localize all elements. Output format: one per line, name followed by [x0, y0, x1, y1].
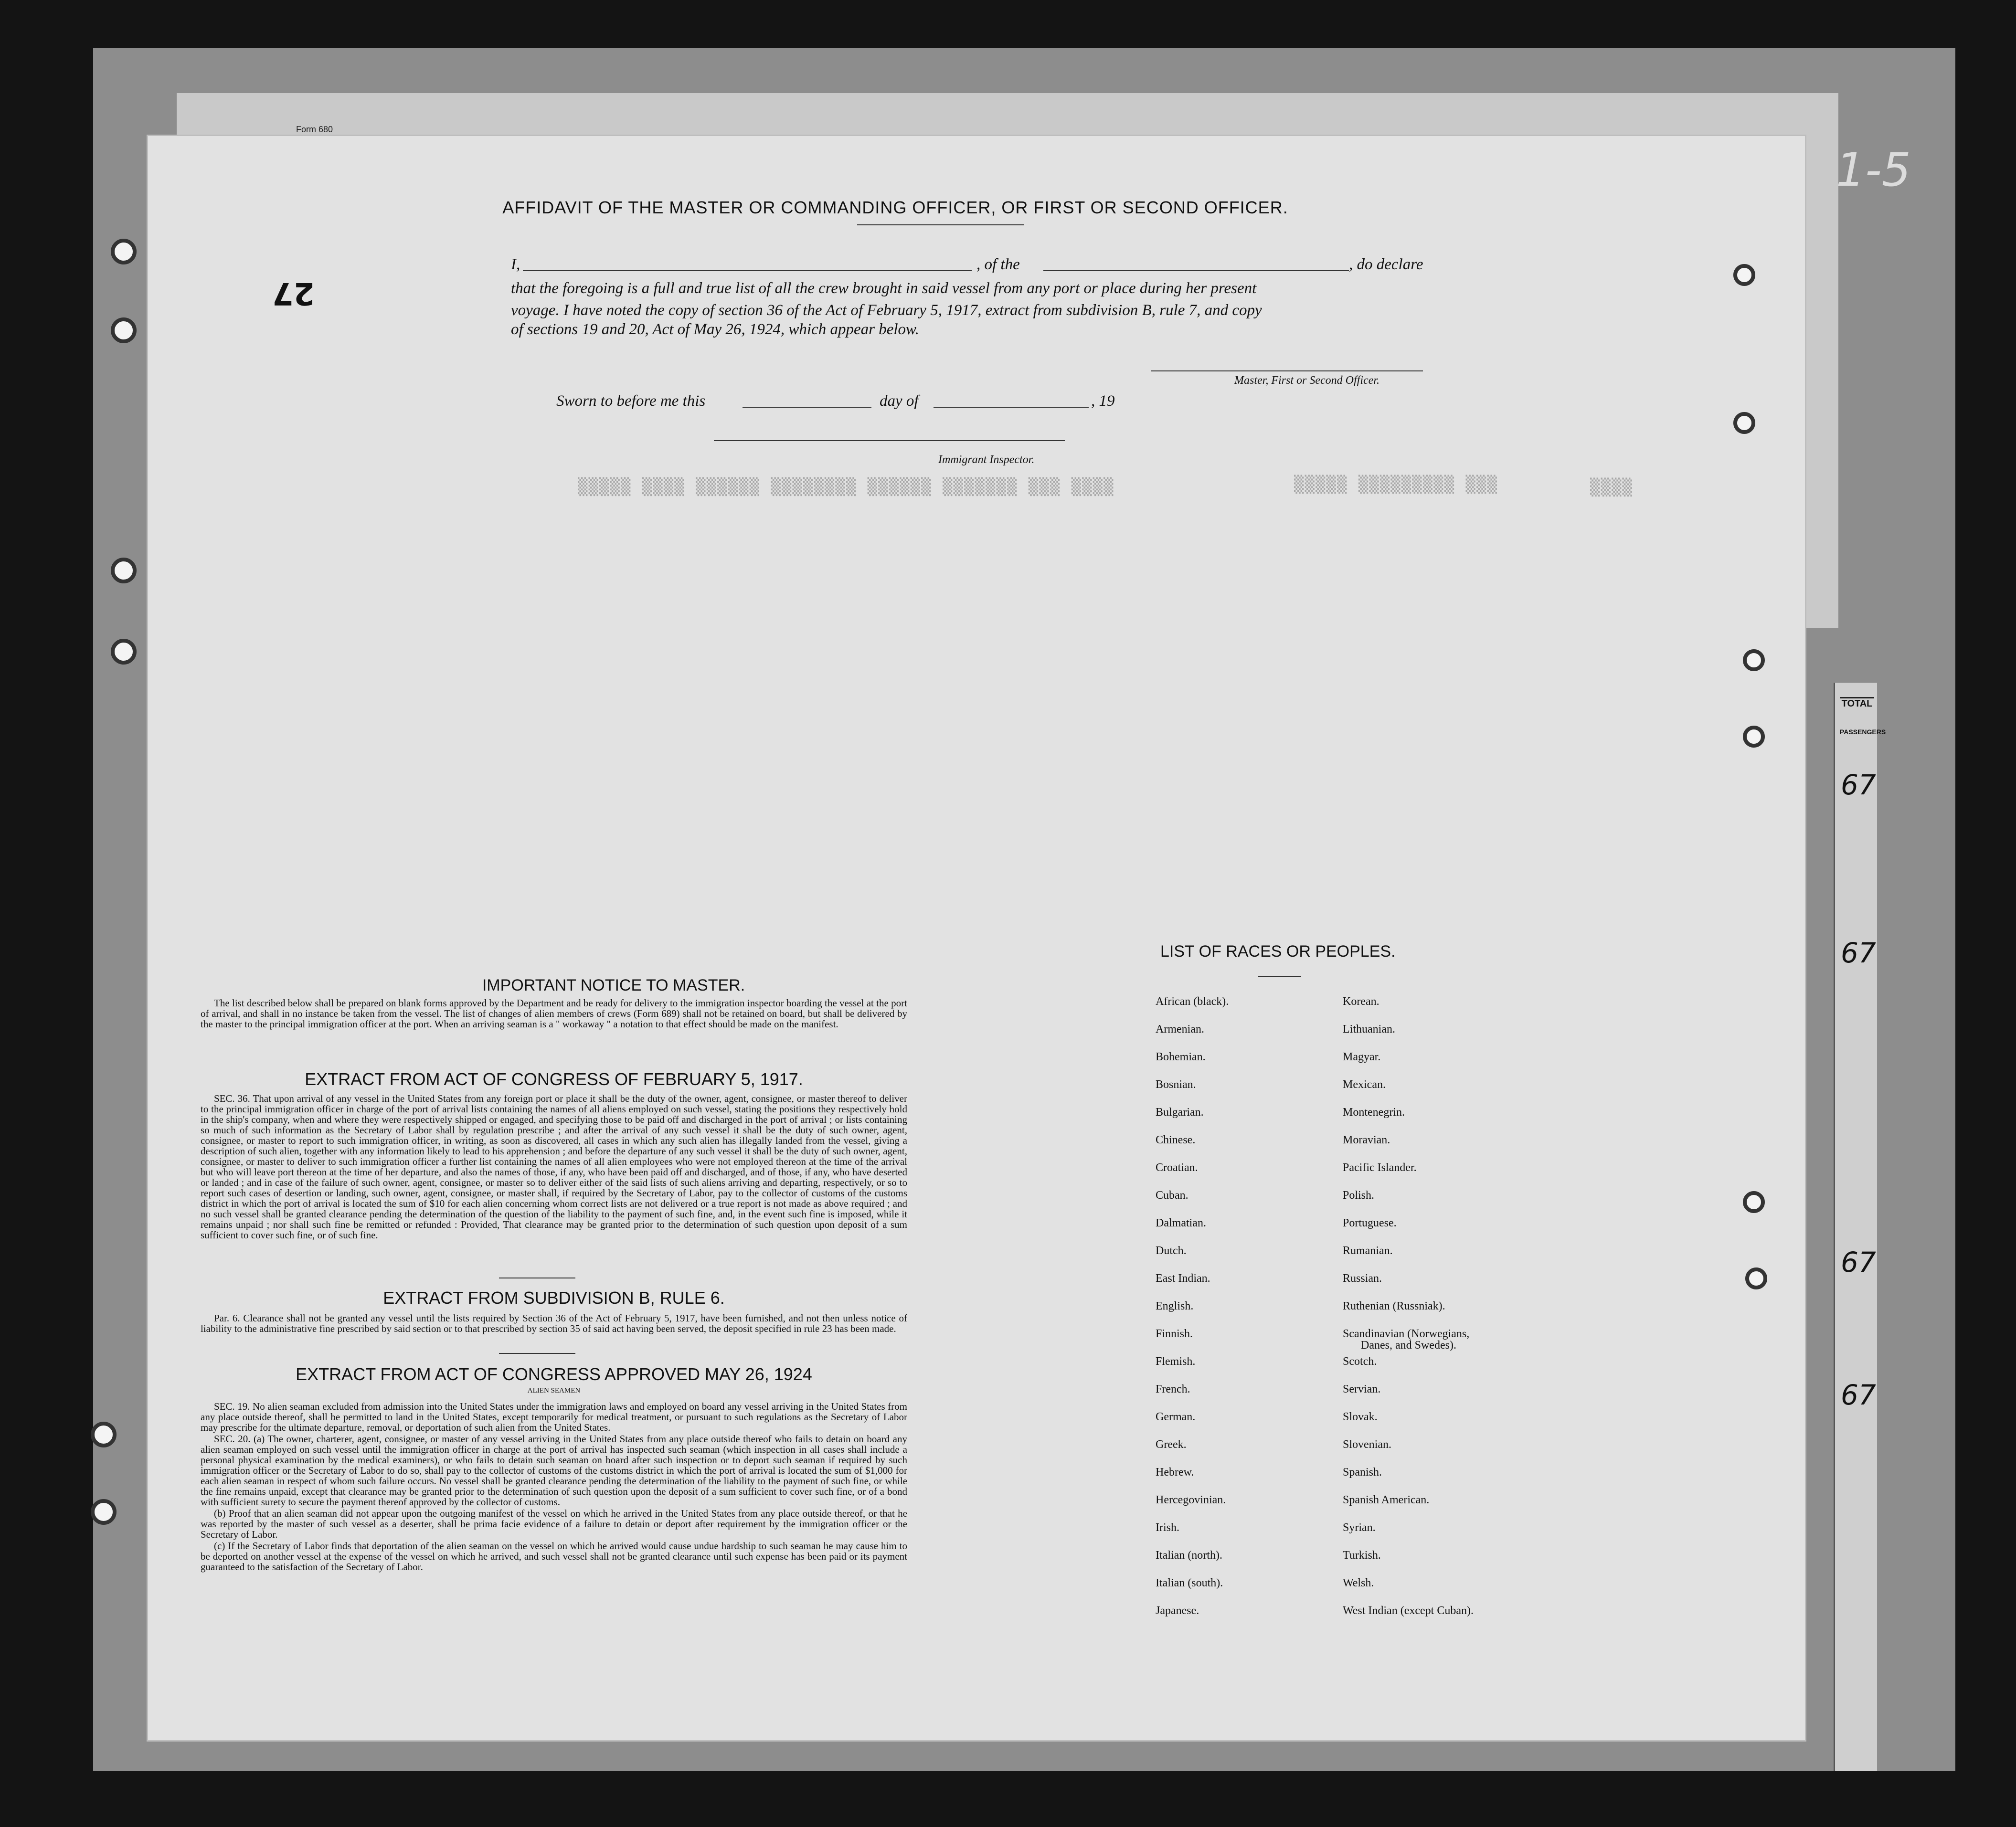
page-punch-hole [1743, 1191, 1765, 1213]
page-punch-hole [1743, 649, 1765, 671]
affidavit-title: AFFIDAVIT OF THE MASTER OR COMMANDING OFFICER, OR FIRST OR SECOND OFFICER. [502, 198, 1288, 217]
inspector-caption: Immigrant Inspector. [938, 454, 1035, 466]
binder-hole [111, 639, 137, 665]
affidavit-line-3: voyage. I have noted the copy of section 36 of the Act of February 5, 1917, extract from subdivision B, rule 7, and copy [511, 302, 1262, 319]
master-signature-line [1151, 370, 1423, 371]
page-punch-hole [1733, 264, 1755, 286]
race-item: Servian. [1343, 1383, 1381, 1395]
notice-title: IMPORTANT NOTICE TO MASTER. [482, 976, 745, 994]
page-punch-hole [1743, 726, 1765, 748]
race-item: Magyar. [1343, 1051, 1381, 1063]
notice-paragraph: The list described below shall be prepared on blank forms approved by the Department and be ready for delivery to the immigration inspector boarding the vessel at the port of arrival, and shall in no instance be taken from the vessel. The list of changes of alien members of crews (Form 689) shall not be retained on board, but shall be delivered by the master to the principal immigration officer at the port. When an arriving seaman is a " workaway " a notation to that effect should be made on the manifest. [201, 997, 907, 1030]
race-item: East Indian. [1156, 1272, 1210, 1285]
race-item: Cuban. [1156, 1189, 1188, 1202]
rule6-paragraph: Par. 6. Clearance shall not be granted any vessel until the lists required by Section 36 of the Act of February 5, 1917, have been furnished, and not then unless notice of liability to the administrative fine prescribed by said section or to that prescribed by section 35 of said act having been served, the deposit specified in rule 23 has been made. [201, 1312, 907, 1334]
bleed-through-text: ▒▒▒▒▒ ▒▒▒▒▒▒▒▒▒ ▒▒▒ [1294, 475, 1498, 494]
race-item: Syrian. [1343, 1521, 1376, 1534]
corner-handwritten-mark: 1-5 [1836, 143, 1911, 197]
sworn-date-blank [743, 407, 871, 408]
race-item: Flemish. [1156, 1355, 1196, 1368]
vessel-blank-line [1043, 270, 1349, 271]
form-number: Form 680 [296, 125, 333, 134]
tab-total-4: 67 [1841, 1379, 1876, 1411]
bleed-through-text: ▒▒▒▒ [1590, 478, 1633, 497]
race-item: Finnish. [1156, 1328, 1193, 1340]
race-item: Scotch. [1343, 1355, 1377, 1368]
race-item: Hebrew. [1156, 1466, 1194, 1478]
race-item: Moravian. [1343, 1134, 1390, 1146]
race-item: Chinese. [1156, 1134, 1196, 1146]
race-item: Danes, and Swedes). [1361, 1339, 1456, 1352]
tab-total-2: 67 [1841, 937, 1876, 969]
binder-hole [91, 1499, 117, 1525]
race-item: Spanish. [1343, 1466, 1382, 1478]
affidavit-declare: , do declare [1349, 256, 1423, 273]
tab-header-total: TOTAL [1840, 697, 1874, 709]
race-item: Irish. [1156, 1521, 1179, 1534]
race-item: Bohemian. [1156, 1051, 1206, 1063]
extract-1924-subtitle: ALIEN SEAMEN [527, 1387, 581, 1394]
race-item: Portuguese. [1343, 1217, 1397, 1229]
race-item: Japanese. [1156, 1605, 1199, 1617]
tab-total-1: 67 [1841, 769, 1876, 801]
affidavit-i: I, [511, 256, 520, 273]
races-title-underline [1258, 976, 1301, 977]
race-item: Pacific Islander. [1343, 1162, 1417, 1174]
race-item: English. [1156, 1300, 1194, 1312]
extract-1924-title: EXTRACT FROM ACT OF CONGRESS APPROVED MAY 26, 1924 [296, 1364, 812, 1384]
race-item: Lithuanian. [1343, 1023, 1395, 1035]
sworn-prefix: Sworn to before me this [556, 392, 706, 410]
affidavit-line-4: of sections 19 and 20, Act of May 26, 1924, which appear below. [511, 321, 919, 338]
sec-20a-paragraph: SEC. 20. (a) The owner, charterer, agent, consignee, or master of any vessel arriving in the United States from any place outside thereof who fails to detain on board any alien seaman employed on such vessel until the immigration officer in charge at the port of arrival has inspected such seaman (which inspection in all cases shall include a personal physical examination by the medical examiners), or who fails to detain such seaman on board after such inspection or to deport such seaman if required by such immigration officer or the Secretary of Labor to do so, shall pay to the collector of customs of the customs district in which the port of arrival is located the sum of $1,000 for each alien seaman in respect of whom such failure occurs. No vessel shall be granted clearance pending the determination of the liability to the payment of such fine, or while the fine remains unpaid, except that clearance may be granted prior to the determination of such question upon the deposit of a sum sufficient to cover such fine, or of a bond with sufficient surety to secure the payment thereof approved by the collector of customs. [201, 1433, 907, 1508]
binder-hole [111, 558, 137, 583]
sec-19-paragraph: SEC. 19. No alien seaman excluded from admission into the United States under the immigration laws and employed on board any vessel arriving in the United States from any place outside thereof, shall be permitted to land in the United States, except temporarily for medical treatment, or pursuant to such regulations as the Secretary of Labor may prescribe for the ultimate departure, removal, or deportation of such alien from the United States. [201, 1401, 907, 1433]
stamped-number: 27 [272, 275, 315, 311]
page-punch-hole [1733, 412, 1755, 434]
race-item: Armenian. [1156, 1023, 1204, 1035]
passenger-totals-tab [1834, 683, 1886, 1771]
rule6-text [201, 1313, 907, 1335]
race-item: Montenegrin. [1343, 1106, 1405, 1119]
notice-text [201, 998, 907, 1030]
affidavit-line-2: that the foregoing is a full and true list of all the crew brought in said vessel from any port or place during her present [511, 280, 1257, 297]
race-item: Scandinavian (Norwegians, [1343, 1328, 1470, 1340]
race-item: Hercegovinian. [1156, 1494, 1226, 1506]
sec-20b-paragraph: (b) Proof that an alien seaman did not appear upon the outgoing manifest of the vessel on which he arrived in the United States from any place outside thereof, or that he was reported by the master of such vessel as a deserter, shall be prima facie evidence of a failure to detain or deport after requirement by the immigration officer or the Secretary of Labor. [201, 1508, 907, 1540]
affidavit-of-the: , of the [976, 256, 1020, 273]
race-item: West Indian (except Cuban). [1343, 1605, 1474, 1617]
race-item: Welsh. [1343, 1577, 1374, 1589]
tab-total-3: 67 [1841, 1246, 1876, 1278]
sworn-year: , 19 [1091, 392, 1115, 410]
inspector-signature-line [714, 440, 1065, 441]
race-item: Italian (north). [1156, 1549, 1222, 1562]
binder-hole [111, 317, 137, 343]
race-item: Slovak. [1343, 1411, 1378, 1423]
races-title: LIST OF RACES OR PEOPLES. [1160, 942, 1396, 961]
divider [499, 1353, 575, 1354]
binder-hole [91, 1422, 117, 1447]
binder-hole [111, 239, 137, 264]
tab-header-passengers: PASSENGERS [1840, 728, 1886, 736]
sec-20c-paragraph: (c) If the Secretary of Labor finds that deportation of the alien seaman on the vessel on which he arrived would cause undue hardship to such seaman he may cause him to be deported on another vessel at the expense of the vessel on which he arrived, and such vessel shall not be granted clearance until such expense has been paid or its payment guaranteed to the satisfaction of the Secretary of Labor. [201, 1540, 907, 1573]
race-item: French. [1156, 1383, 1190, 1395]
sworn-day-of: day of [880, 392, 919, 410]
race-item: Slovenian. [1343, 1438, 1391, 1451]
race-item: German. [1156, 1411, 1196, 1423]
race-item: Dalmatian. [1156, 1217, 1206, 1229]
race-item: Polish. [1343, 1189, 1375, 1202]
race-item: Korean. [1343, 995, 1379, 1008]
race-item: Turkish. [1343, 1549, 1381, 1562]
race-item: Spanish American. [1343, 1494, 1430, 1506]
race-item: Rumanian. [1343, 1245, 1393, 1257]
page-punch-hole [1745, 1267, 1767, 1289]
master-caption: Master, First or Second Officer. [1234, 374, 1379, 387]
extract-1917-text [201, 1093, 907, 1241]
race-item: Croatian. [1156, 1162, 1198, 1174]
bleed-through-text: ▒▒▒▒▒ ▒▒▒▒ ▒▒▒▒▒▒ ▒▒▒▒▒▒▒▒ ▒▒▒▒▒▒ ▒▒▒▒▒▒▒ ▒▒▒ ▒▒▒▒ [578, 477, 1114, 496]
race-item: African (black). [1156, 995, 1229, 1008]
race-item: Mexican. [1343, 1078, 1386, 1091]
extract-1917-paragraph: SEC. 36. That upon arrival of any vessel in the United States from any foreign port or place it shall be the duty of the owner, agent, consignee, or master thereof to deliver to the principal immigration officer in charge of the port of arrival lists containing the names of all aliens employed on such vessel, stating the positions they respectively hold in the ship's company, when and where they were respectively shipped or engaged, and specifying those to be paid off and discharged in the port of arrival ; or lists containing so much of such information as the Secretary of Labor shall by regulation prescribe ; and after the arrival of any such vessel it shall be the duty of such owner, agent, consignee, or master to report to such immigration officer, in writing, as soon as discovered, all cases in which any such alien has illegally landed from the vessel, giving a description of such alien, together with any information likely to lead to his apprehension ; and before the departure of any such vessel it shall be the duty of such owner, agent, consignee, or master to deliver to such immigration officer a further list containing the names of all alien employees who were not employed thereon at the time of the arrival but who will leave port thereon at the time of her departure, and also the names of those, if any, who have been paid off and discharged, and of those, if any, who have deserted or landed ; and in case of the failure of such owner, agent, consignee, or master so to deliver either of the said lists of such aliens arriving and departing, respectively, or so to report such cases of desertion or landing, such owner, agent, consignee, or master shall, if required by the Secretary of Labor, pay to the collector of customs of the customs district in which the port of arrival is located the sum of $10 for each alien concerning whom correct lists are not delivered or a true report is not made as above required ; and no such vessel shall be granted clearance pending the determination of the question of the liability to the payment of such fine, and, in the event such fine is imposed, while it remains unpaid ; nor shall such fine be remitted or refunded : Provided, That clearance may be granted prior to the determination of such question upon deposit of a sum sufficient to cover such fine, or of such fine. [201, 1093, 907, 1241]
race-item: Dutch. [1156, 1245, 1187, 1257]
race-item: Ruthenian (Russniak). [1343, 1300, 1445, 1312]
race-item: Bosnian. [1156, 1078, 1196, 1091]
title-underline [857, 224, 1024, 225]
race-item: Russian. [1343, 1272, 1382, 1285]
extract-1924-text [201, 1401, 907, 1573]
race-item: Italian (south). [1156, 1577, 1223, 1589]
extract-1917-title: EXTRACT FROM ACT OF CONGRESS OF FEBRUARY 5, 1917. [305, 1069, 803, 1089]
sworn-month-blank [934, 407, 1089, 408]
race-item: Bulgarian. [1156, 1106, 1204, 1119]
name-blank-line [523, 270, 972, 271]
rule6-title: EXTRACT FROM SUBDIVISION B, RULE 6. [383, 1288, 725, 1308]
race-item: Greek. [1156, 1438, 1187, 1451]
